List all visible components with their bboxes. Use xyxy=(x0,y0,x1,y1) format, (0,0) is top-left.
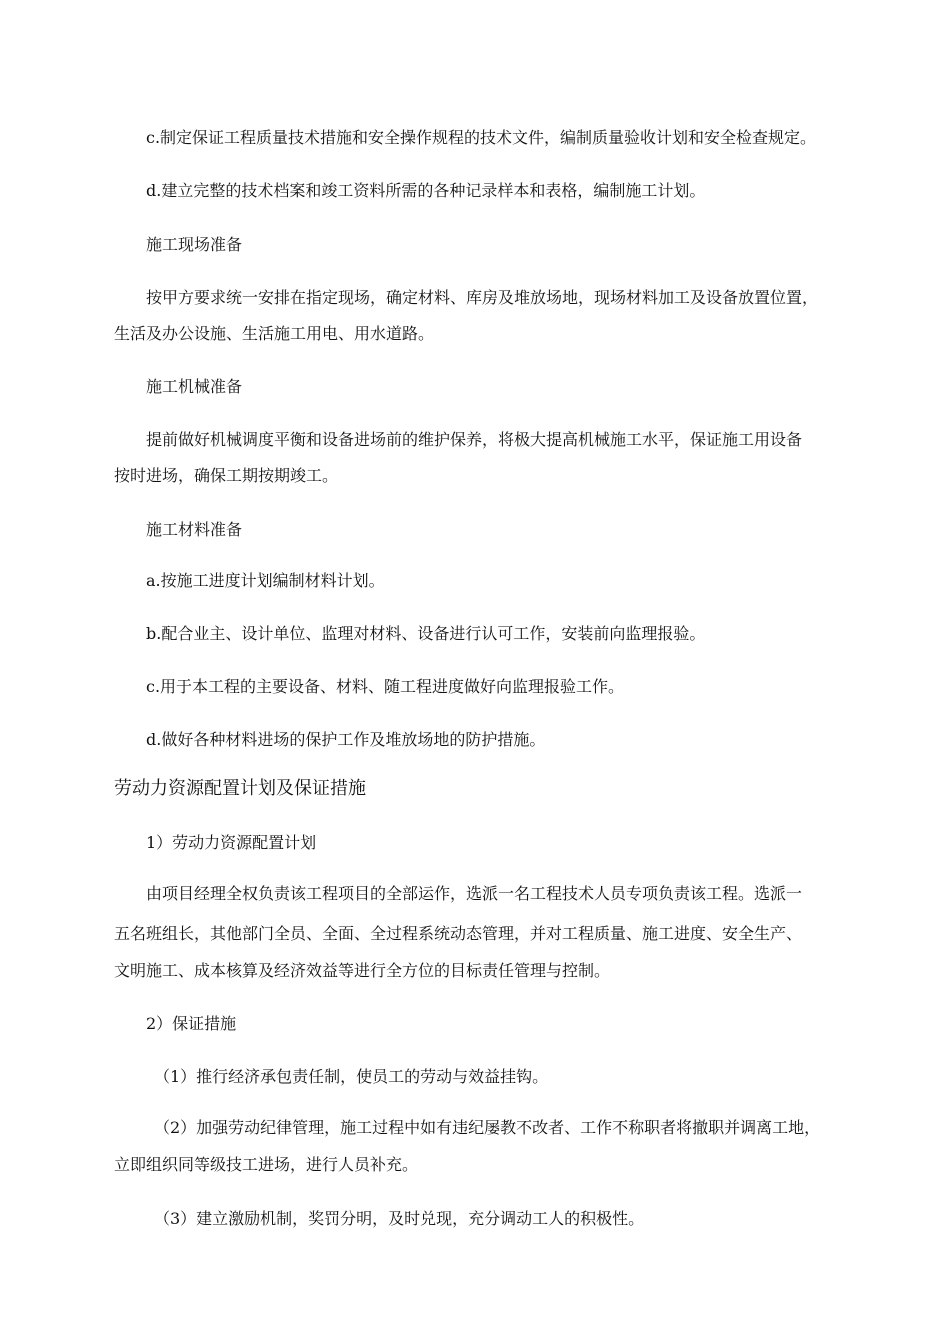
text-line: c.制定保证工程质量技术措施和安全操作规程的技术文件，编制质量验收计划和安全检查规定。 xyxy=(146,128,817,147)
text-line: a.按施工进度计划编制材料计划。 xyxy=(146,571,385,590)
section-heading: 施工机械准备 xyxy=(146,377,243,396)
text-line: d.做好各种材料进场的保护工作及堆放场地的防护措施。 xyxy=(146,730,546,749)
text-line: （3）建立激励机制，奖罚分明，及时兑现，充分调动工人的积极性。 xyxy=(154,1209,645,1228)
text-line: 立即组织同等级技工进场，进行人员补充。 xyxy=(114,1155,419,1174)
text-line: 按时进场，确保工期按期竣工。 xyxy=(114,466,339,485)
text-line: 五名班组长，其他部门全员、全面、全过程系统动态管理，并对工程质量、施工进度、安全生产、 xyxy=(114,924,803,943)
text-line: 生活及办公设施、生活施工用电、用水道路。 xyxy=(114,324,435,343)
text-line: d.建立完整的技术档案和竣工资料所需的各种记录样本和表格，编制施工计划。 xyxy=(146,181,706,200)
subsection-heading: 1）劳动力资源配置计划 xyxy=(146,833,317,852)
text-line: 由项目经理全权负责该工程项目的全部运作，选派一名工程技术人员专项负责该工程。选派一 xyxy=(146,884,803,903)
text-line: （2）加强劳动纪律管理，施工过程中如有违纪屡教不改者、工作不称职者将撤职并调离工地， xyxy=(154,1118,821,1137)
text-line: c.用于本工程的主要设备、材料、随工程进度做好向监理报验工作。 xyxy=(146,677,625,696)
text-line: b.配合业主、设计单位、监理对材料、设备进行认可工作，安装前向监理报验。 xyxy=(146,624,706,643)
text-line: 提前做好机械调度平衡和设备进场前的维护保养，将极大提高机械施工水平，保证施工用设备 xyxy=(146,430,803,449)
chapter-heading: 劳动力资源配置计划及保证措施 xyxy=(114,778,366,799)
text-line: （1）推行经济承包责任制，使员工的劳动与效益挂钩。 xyxy=(154,1067,549,1086)
subsection-heading: 2）保证措施 xyxy=(146,1014,237,1033)
section-heading: 施工现场准备 xyxy=(146,235,243,254)
text-line: 按甲方要求统一安排在指定现场，确定材料、库房及堆放场地，现场材料加工及设备放置位置， xyxy=(146,288,819,307)
text-line: 文明施工、成本核算及经济效益等进行全方位的目标责任管理与控制。 xyxy=(114,961,611,980)
section-heading: 施工材料准备 xyxy=(146,520,243,539)
